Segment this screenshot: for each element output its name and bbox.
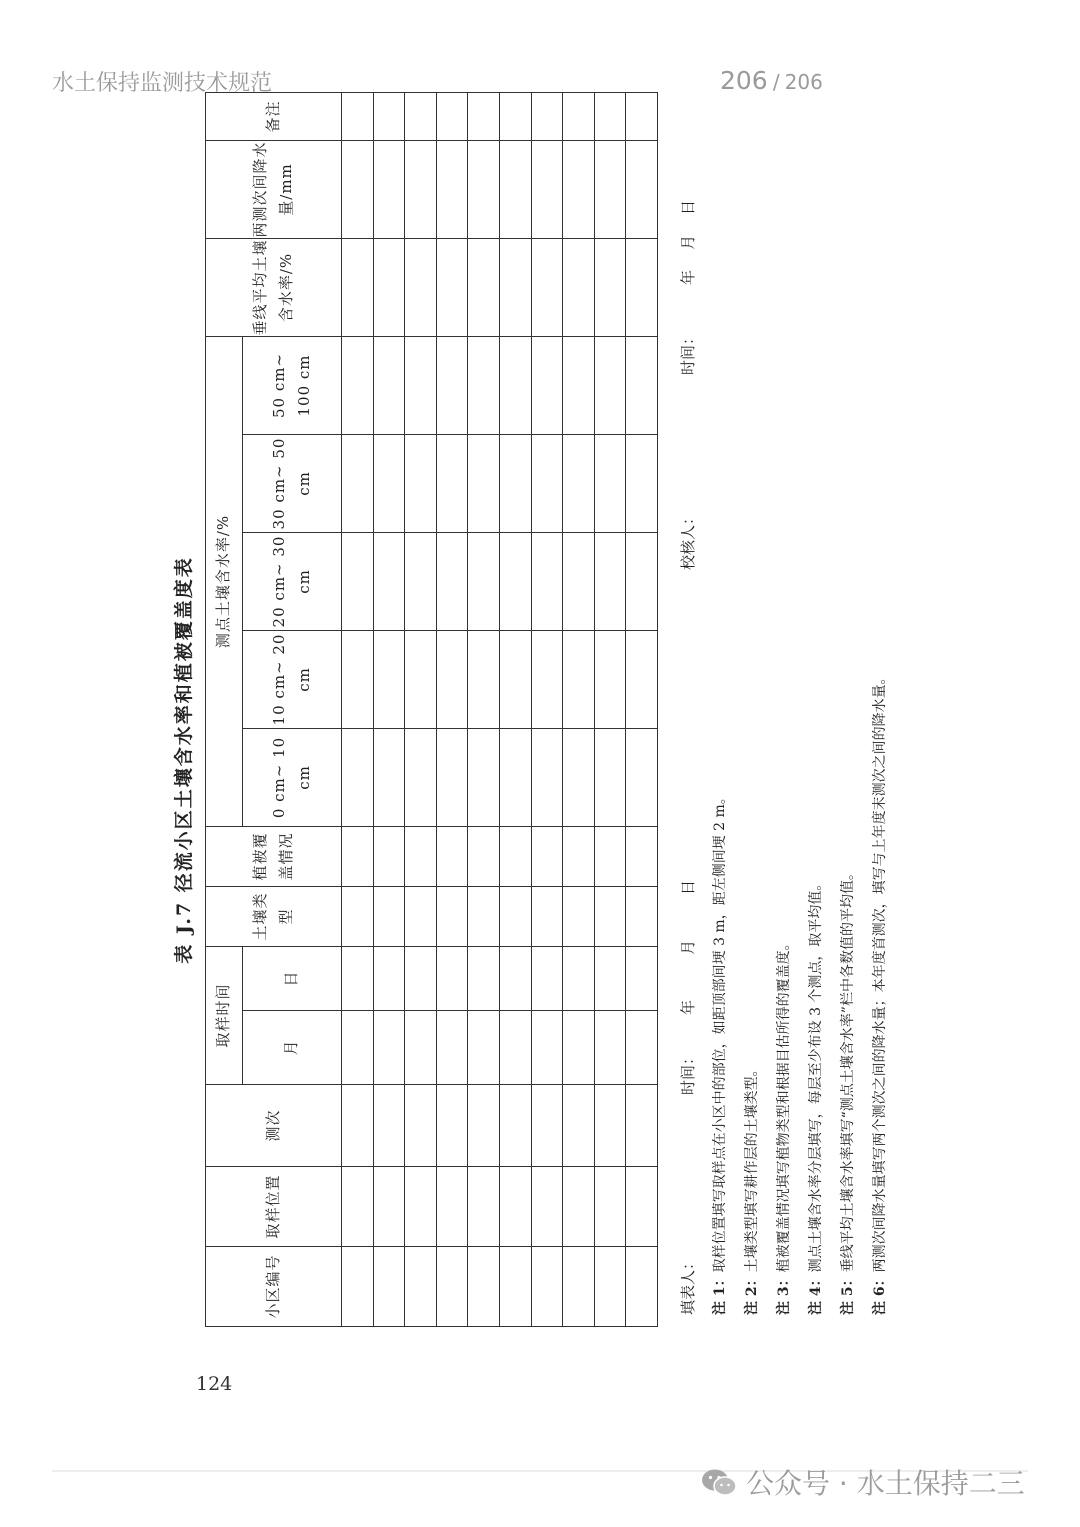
table-cell: [436, 1247, 468, 1327]
table-cell: [468, 434, 500, 532]
table-row: [373, 92, 405, 1326]
table-cell: [436, 532, 468, 630]
table-cell: [405, 140, 437, 238]
table-cell: [499, 1167, 531, 1247]
table-cell: [626, 238, 658, 336]
table-cell: [436, 946, 468, 1010]
table-cell: [468, 1085, 500, 1167]
table-cell: [531, 1167, 563, 1247]
table-cell: [531, 1085, 563, 1167]
note-5: 注 5：垂线平均土壤含水率填写“测点土壤含水率”栏中各数值的平均值。: [840, 866, 856, 1315]
table-cell: [405, 1167, 437, 1247]
table-cell: [342, 1167, 374, 1247]
time-label-2: 时间：: [679, 329, 697, 375]
page-indicator: [720, 66, 823, 95]
header-rainfall: 两测次间降水量/mm: [206, 140, 342, 238]
table-cell: [594, 946, 626, 1010]
table-cell: [626, 826, 658, 886]
table-cell: [436, 1085, 468, 1167]
rotated-table-page: [165, 100, 888, 1327]
table-row: [531, 92, 563, 1326]
table-cell: [436, 434, 468, 532]
table-cell: [468, 92, 500, 140]
signature-line: [677, 195, 701, 1315]
table-cell: [342, 826, 374, 886]
current-page: 206: [720, 66, 768, 95]
header-sampling-time: 取样时间: [206, 946, 243, 1084]
table-cell: [373, 728, 405, 826]
table-cell: [594, 630, 626, 728]
table-cell: [499, 140, 531, 238]
header-soil-type: 土壤类型: [206, 886, 342, 946]
table-cell: [531, 728, 563, 826]
table-cell: [626, 630, 658, 728]
table-cell: [468, 140, 500, 238]
table-cell: [594, 532, 626, 630]
table-cell: [563, 140, 595, 238]
table-row: [626, 92, 658, 1326]
table-cell: [373, 238, 405, 336]
table-cell: [563, 1247, 595, 1327]
table-cell: [499, 238, 531, 336]
header-depth-5: 50 cm~ 100 cm: [243, 336, 342, 434]
watermark-text: 公众号 · 水土保持二三: [746, 1467, 1025, 1500]
table-cell: [563, 728, 595, 826]
table-cell: [594, 826, 626, 886]
note-2: 注 2：土壤类型填写耕作层的土壤类型。: [744, 1062, 760, 1315]
table-cell: [436, 1011, 468, 1085]
table-cell: [342, 532, 374, 630]
table-cell: [594, 728, 626, 826]
note-3: 注 3：植被覆盖情况填写植物类型和根据目估所得的覆盖度。: [776, 936, 792, 1315]
year-label-2: 年: [679, 269, 697, 285]
table-cell: [499, 532, 531, 630]
table-cell: [563, 434, 595, 532]
day-label-2: 日: [679, 199, 697, 215]
month-label-1: 月: [679, 939, 697, 955]
table-cell: [373, 826, 405, 886]
table-cell: [436, 826, 468, 886]
table-title: 表 J.7 径流小区土壤含水率和植被覆盖度表: [173, 556, 195, 964]
table-cell: [342, 630, 374, 728]
table-cell: [405, 532, 437, 630]
table-cell: [405, 826, 437, 886]
note-6: 注 6：两测次间降水量填写两个测次之间的降水量；本年度首测次，填写与上年度末测次之间的降水量。: [872, 670, 888, 1315]
table-cell: [594, 92, 626, 140]
table-cell: [531, 238, 563, 336]
table-cell: [342, 1011, 374, 1085]
header-depth-2: 10 cm~ 20 cm: [243, 630, 342, 728]
table-cell: [594, 336, 626, 434]
table-cell: [626, 140, 658, 238]
table-cell: [626, 886, 658, 946]
table-cell: [563, 532, 595, 630]
table-cell: [373, 1247, 405, 1327]
total-pages: 206: [784, 70, 823, 94]
table-cell: [373, 1085, 405, 1167]
table-cell: [626, 532, 658, 630]
table-cell: [436, 336, 468, 434]
table-cell: [405, 728, 437, 826]
table-cell: [626, 336, 658, 434]
watermark: [700, 1462, 1025, 1502]
table-cell: [468, 886, 500, 946]
table-cell: [405, 336, 437, 434]
table-cell: [342, 728, 374, 826]
header-plot-id: 小区编号: [206, 1247, 342, 1327]
table-row: [405, 92, 437, 1326]
page-number: 124: [196, 1373, 233, 1395]
table-cell: [531, 92, 563, 140]
table-cell: [342, 946, 374, 1010]
table-cell: [405, 92, 437, 140]
table-cell: [373, 946, 405, 1010]
table-cell: [531, 1247, 563, 1327]
table-cell: [499, 92, 531, 140]
table-cell: [499, 434, 531, 532]
table-cell: [499, 728, 531, 826]
table-cell: [436, 92, 468, 140]
table-cell: [468, 1167, 500, 1247]
table-cell: [499, 630, 531, 728]
table-cell: [342, 1247, 374, 1327]
table-cell: [436, 238, 468, 336]
table-row: [499, 92, 531, 1326]
table-cell: [563, 1085, 595, 1167]
header-depth-3: 20 cm~ 30 cm: [243, 532, 342, 630]
table-cell: [594, 1167, 626, 1247]
table-cell: [594, 140, 626, 238]
header-vegetation: 植被覆盖情况: [206, 826, 342, 886]
data-table: [205, 92, 658, 1327]
table-cell: [594, 886, 626, 946]
table-cell: [563, 336, 595, 434]
table-row: [594, 92, 626, 1326]
header-avg-moisture: 垂线平均土壤含水率/%: [206, 238, 342, 336]
table-cell: [405, 238, 437, 336]
table-cell: [626, 946, 658, 1010]
month-label-2: 月: [679, 234, 697, 250]
document-title: 水土保持监测技术规范: [52, 71, 273, 96]
header-depth-4: 30 cm~ 50 cm: [243, 434, 342, 532]
table-cell: [563, 1011, 595, 1085]
table-row: [468, 92, 500, 1326]
table-cell: [468, 826, 500, 886]
table-cell: [436, 630, 468, 728]
year-label-1: 年: [679, 999, 697, 1015]
table-cell: [468, 336, 500, 434]
table-cell: [563, 826, 595, 886]
table-cell: [436, 140, 468, 238]
table-cell: [594, 238, 626, 336]
table-cell: [342, 92, 374, 140]
table-cell: [342, 238, 374, 336]
table-cell: [626, 728, 658, 826]
table-row: [563, 92, 595, 1326]
table-cell: [626, 1167, 658, 1247]
table-cell: [373, 532, 405, 630]
table-cell: [342, 336, 374, 434]
table-body: [342, 92, 658, 1326]
table-cell: [563, 630, 595, 728]
table-cell: [531, 336, 563, 434]
table-cell: [405, 1247, 437, 1327]
page-separator: /: [772, 70, 780, 94]
table-cell: [373, 92, 405, 140]
table-cell: [468, 630, 500, 728]
table-cell: [531, 1011, 563, 1085]
table-cell: [373, 1011, 405, 1085]
header-sample-position: 取样位置: [206, 1167, 342, 1247]
table-cell: [594, 1011, 626, 1085]
table-cell: [405, 630, 437, 728]
table-cell: [373, 630, 405, 728]
table-cell: [531, 140, 563, 238]
table-cell: [468, 1247, 500, 1327]
table-cell: [373, 336, 405, 434]
header-month: 月: [243, 1011, 342, 1085]
table-cell: [405, 1011, 437, 1085]
header-remarks: 备注: [206, 92, 342, 140]
table-cell: [626, 434, 658, 532]
table-cell: [342, 140, 374, 238]
day-label-1: 日: [679, 879, 697, 895]
table-cell: [405, 434, 437, 532]
table-cell: [342, 886, 374, 946]
checker-label: 校核人：: [679, 509, 697, 570]
table-cell: [405, 946, 437, 1010]
table-cell: [436, 886, 468, 946]
table-cell: [563, 1167, 595, 1247]
table-cell: [594, 1085, 626, 1167]
table-cell: [531, 826, 563, 886]
table-cell: [499, 886, 531, 946]
table-cell: [626, 1085, 658, 1167]
table-cell: [499, 826, 531, 886]
table-cell: [531, 886, 563, 946]
header-moisture-group: 测点土壤含水率/%: [206, 336, 243, 826]
table-cell: [626, 1247, 658, 1327]
table-cell: [499, 336, 531, 434]
header-measure-no: 测次: [206, 1085, 342, 1167]
header-day: 日: [243, 946, 342, 1010]
table-cell: [436, 1167, 468, 1247]
header-depth-1: 0 cm~ 10 cm: [243, 728, 342, 826]
table-cell: [468, 946, 500, 1010]
table-cell: [594, 1247, 626, 1327]
table-cell: [626, 92, 658, 140]
time-label-1: 时间：: [679, 1049, 697, 1095]
table-cell: [626, 1011, 658, 1085]
table-cell: [563, 238, 595, 336]
table-cell: [405, 886, 437, 946]
table-cell: [468, 532, 500, 630]
table-cell: [563, 886, 595, 946]
table-cell: [563, 92, 595, 140]
table-cell: [531, 946, 563, 1010]
table-cell: [499, 1085, 531, 1167]
table-cell: [373, 434, 405, 532]
table-row: [342, 92, 374, 1326]
table-row: [436, 92, 468, 1326]
table-cell: [468, 728, 500, 826]
wechat-icon: [700, 1467, 738, 1497]
filler-label: 填表人：: [679, 1254, 697, 1315]
table-cell: [531, 630, 563, 728]
table-cell: [373, 1167, 405, 1247]
table-cell: [468, 238, 500, 336]
table-cell: [594, 434, 626, 532]
table-cell: [373, 140, 405, 238]
table-cell: [405, 1085, 437, 1167]
table-cell: [531, 532, 563, 630]
table-cell: [468, 1011, 500, 1085]
table-cell: [436, 728, 468, 826]
table-cell: [499, 946, 531, 1010]
table-cell: [531, 434, 563, 532]
table-cell: [373, 886, 405, 946]
table-cell: [342, 1085, 374, 1167]
table-cell: [499, 1247, 531, 1327]
table-cell: [563, 946, 595, 1010]
table-cell: [342, 434, 374, 532]
table-cell: [499, 1011, 531, 1085]
note-4: 注 4：测点土壤含水率分层填写，每层至少布设 3 个测点，取平均值。: [808, 876, 824, 1315]
note-1: 注 1：取样位置填写取样点在小区中的部位，如距顶部间埂 3 m，距左侧间埂 2 m。: [712, 790, 728, 1315]
